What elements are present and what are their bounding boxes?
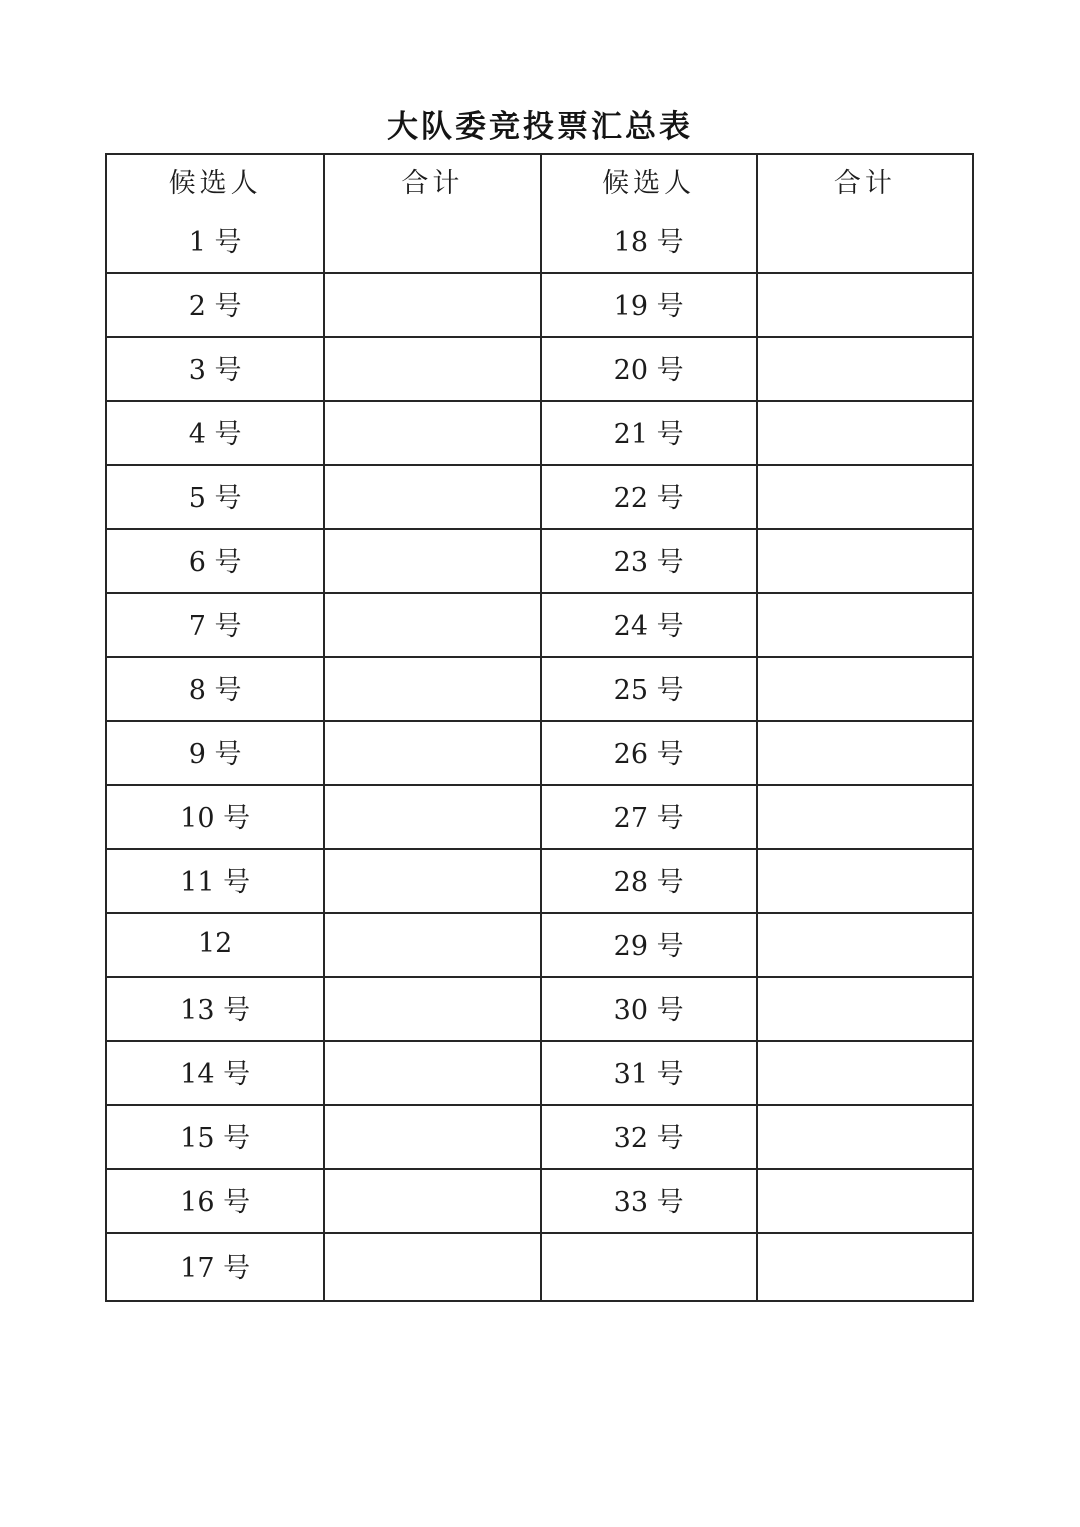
candidate-cell-left: 3 号: [107, 338, 323, 400]
candidate-cell-left: 12: [107, 914, 323, 976]
candidate-cell-right: [540, 1234, 756, 1300]
voting-summary-table: [105, 153, 974, 1302]
table-row: [107, 848, 972, 912]
total-cell-left: [323, 914, 539, 976]
table-row: [107, 656, 972, 720]
total-cell-right: [756, 402, 972, 464]
total-cell-right: [756, 786, 972, 848]
table-row: [107, 1232, 972, 1300]
total-cell-left: [323, 402, 539, 464]
total-cell-left: [323, 1106, 539, 1168]
candidate-cell-right: 25 号: [540, 658, 756, 720]
header-total-right: 合计: [756, 155, 972, 210]
candidate-cell-left: 17 号: [107, 1234, 323, 1300]
candidate-cell-right: 19 号: [540, 274, 756, 336]
total-cell-right: [756, 530, 972, 592]
total-cell-left: [323, 530, 539, 592]
candidate-cell-right: 24 号: [540, 594, 756, 656]
total-cell-right: [756, 1234, 972, 1300]
candidate-cell-left: 13 号: [107, 978, 323, 1040]
table-row: [107, 464, 972, 528]
candidate-cell-right: 31 号: [540, 1042, 756, 1104]
table-row: [107, 336, 972, 400]
candidate-cell-left: 11 号: [107, 850, 323, 912]
total-cell-left: [323, 1170, 539, 1232]
candidate-cell-right: 27 号: [540, 786, 756, 848]
table-row: [107, 1040, 972, 1104]
candidate-cell-right: 20 号: [540, 338, 756, 400]
table-row: [107, 1168, 972, 1232]
total-cell-right: [756, 466, 972, 528]
header-total-left: 合计: [323, 155, 539, 210]
table-row: [107, 592, 972, 656]
table-row: [107, 912, 972, 976]
candidate-cell-left: 14 号: [107, 1042, 323, 1104]
total-cell-right: [756, 978, 972, 1040]
candidate-cell-left: 8 号: [107, 658, 323, 720]
candidate-cell-left: 7 号: [107, 594, 323, 656]
candidate-cell-right: 33 号: [540, 1170, 756, 1232]
candidate-cell-left: 4 号: [107, 402, 323, 464]
candidate-cell-right: 22 号: [540, 466, 756, 528]
total-cell-right: [756, 1042, 972, 1104]
candidate-cell-right: 21 号: [540, 402, 756, 464]
total-cell-right: [756, 594, 972, 656]
table-row: [107, 976, 972, 1040]
total-cell-left: [323, 594, 539, 656]
candidate-cell-right: 32 号: [540, 1106, 756, 1168]
table-row: [107, 1104, 972, 1168]
total-cell-right: [756, 914, 972, 976]
header-candidate-right: 候选人: [540, 155, 756, 210]
candidate-cell-right: 26 号: [540, 722, 756, 784]
table-row: [107, 272, 972, 336]
total-cell-left: [323, 1042, 539, 1104]
total-cell-left: [323, 658, 539, 720]
candidate-cell-left: 2 号: [107, 274, 323, 336]
total-cell-left: [323, 722, 539, 784]
candidate-cell-right: 29 号: [540, 914, 756, 976]
table-header-row: [107, 155, 972, 210]
candidate-cell-right: 18 号: [540, 210, 756, 272]
header-candidate-left: 候选人: [107, 155, 323, 210]
candidate-cell-left: 9 号: [107, 722, 323, 784]
candidate-cell-left: 6 号: [107, 530, 323, 592]
table-body: [107, 210, 972, 1300]
total-cell-left: [323, 978, 539, 1040]
table-row: [107, 720, 972, 784]
candidate-cell-right: 30 号: [540, 978, 756, 1040]
candidate-cell-left: 5 号: [107, 466, 323, 528]
total-cell-right: [756, 850, 972, 912]
total-cell-right: [756, 658, 972, 720]
candidate-cell-left: 1 号: [107, 210, 323, 272]
total-cell-left: [323, 786, 539, 848]
total-cell-right: [756, 1170, 972, 1232]
candidate-cell-left: 10 号: [107, 786, 323, 848]
total-cell-left: [323, 274, 539, 336]
candidate-cell-left: 16 号: [107, 1170, 323, 1232]
total-cell-right: [756, 1106, 972, 1168]
total-cell-right: [756, 274, 972, 336]
table-row: [107, 210, 972, 272]
candidate-cell-left: 15 号: [107, 1106, 323, 1168]
total-cell-left: [323, 850, 539, 912]
table-row: [107, 400, 972, 464]
total-cell-left: [323, 1234, 539, 1300]
candidate-cell-right: 28 号: [540, 850, 756, 912]
candidate-cell-right: 23 号: [540, 530, 756, 592]
total-cell-left: [323, 210, 539, 272]
total-cell-right: [756, 210, 972, 272]
total-cell-right: [756, 722, 972, 784]
table-row: [107, 528, 972, 592]
total-cell-left: [323, 466, 539, 528]
total-cell-left: [323, 338, 539, 400]
table-row: [107, 784, 972, 848]
page-title: 大队委竞投票汇总表: [387, 109, 693, 145]
total-cell-right: [756, 338, 972, 400]
